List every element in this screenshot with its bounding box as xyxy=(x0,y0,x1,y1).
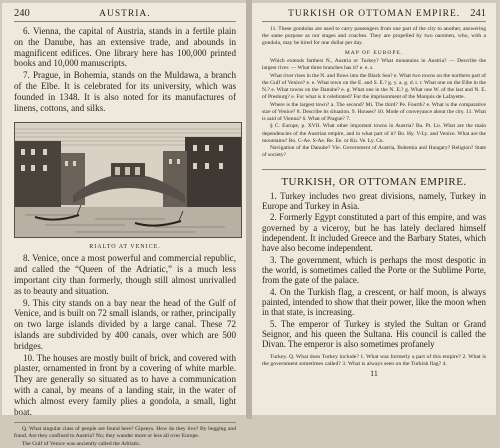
right-page xyxy=(252,3,496,415)
left-running-head: AUSTRIA. xyxy=(99,9,151,19)
section-title-turkey: TURKISH, OR OTTOMAN EMPIRE. xyxy=(262,169,486,188)
paragraph-prague: 7. Prague, in Bohemia, stands on the Muldawa, a branch of the Elbe. It is celebrated for its university, which was founded in 1348. It is also noted for its manufactures of linens, cottons, and silks. xyxy=(14,70,236,113)
paragraph-venice-islands: 9. This city stands on a bay near the head of the Gulf of Venice, and is built on 72 small islands, or rather, principally on two large islands divided by a large canal. These 72 islands are subdivided by 400 canals, over which are 500 bridges. xyxy=(14,297,236,351)
gipsey-question: Q. What singular class of people are found here? Gipseys. How do they live? By begging and fraud. Are they confined to Austria? No; they wander more or less all over Europe. xyxy=(14,426,236,440)
right-page-header xyxy=(262,8,486,22)
paragraph-turkey-divisions: 1. Turkey includes two great divisions, namely, Turkey in Europe and Turkey in Asia. xyxy=(262,190,486,211)
rialto-engraving xyxy=(14,122,242,238)
paragraph-gondolas: 11. These gondolas are used to carry passengers from one part of the city to another, answering the same purpose as our stages and coaches. They are propelled by two oarsmen, who, with a gondola, may be hired for one dollar per day. xyxy=(262,26,486,46)
paragraph-vienna: 6. Vienna, the capital of Austria, stands in a fertile plain on the Danube, has an extensive trade, and abounds in magnificent edifices. One library here has 100,000 printed books and 10,000 manuscripts. xyxy=(14,26,236,69)
paragraph-flag: 4. On the Turkish flag, a crescent, or half moon, is always painted, intended to show that their power, like the moon when in that state, is increasing. xyxy=(262,286,486,318)
right-running-head: TURKISH OR OTTOMAN EMPIRE. xyxy=(288,9,461,19)
map-question: Navigation of the Danube? Vie. Government of Austria, Bohemia and Hungary? Religion? State of society? xyxy=(262,145,486,159)
map-question: Which extends farthest N., Austria or Turkey? What mountains in Austria? — Describe the largest river. — What three branches has it? e. e. s. xyxy=(262,58,486,72)
paragraph-venice-houses: 10. The houses are mostly built of brick, and covered with plaster, ornamented in front by a covering of white marble. They are generally so situated as to have a communication with a canal, by means of a landing stair, in the water of which almost every family plies a gondola, a small, light boat. xyxy=(14,352,236,417)
adriatic-note: The Gulf of Venice was anciently called the Adriatic. xyxy=(22,441,141,448)
paragraph-government: 3. The government, which is perhaps the most despotic in the world, is sometimes called the Porte or the Sublime Porte, from the gate of the palace. xyxy=(262,254,486,286)
map-question: What river rises in the N. and flows into the Black Sea? e. What two towns on the northern part of the Gulf of Venice? e. e. What town on the E. and S. E.? g. y. a. g. d. t. r. What one on the Elbe in the N.? e. What towns on the Danube? e. g. What one in the N. E.? g. What one W. of the last and N. E. of Presburg? e. For what is it celebrated? For the imprisonment of the Marquis de Lafayette. xyxy=(262,72,486,101)
signature-mark: 11 xyxy=(370,369,378,379)
engraving-caption: RIALTO AT VENICE. xyxy=(89,244,161,251)
left-page xyxy=(2,3,246,448)
map-question: Where is the largest town? a. The second? Mi. The third? Pe. Fourth? e. What is the comparative size of Venice? 8. Describe its situation. 9. Houses? 10. Mode of conveyance about the city. 11. What is said of Vienna? 6. What of Prague? 7. xyxy=(262,101,486,122)
paragraph-venice: 8. Venice, once a most powerful and commercial republic, and called the “Queen of the Adriatic,” is a much less important city than formerly, though still almost unrivalled as to beauty and situation. xyxy=(14,253,236,296)
paragraph-sultan: 5. The emperor of Turkey is styled the Sultan or Grand Seignor, and his queen the Sultana. His council is called the Divan. The emperor is also sometimes profanely xyxy=(262,318,486,350)
right-page-number: 241 xyxy=(470,8,486,19)
map-questions-title: MAP OF EUROPE. xyxy=(344,50,404,56)
left-page-header xyxy=(14,8,236,22)
map-question: § C. Europe, p. XVII. What other important towns in Austria? Ba. Pt. Ln. What are the main dependencies of the Austrian empire, and in what part of it? Bo. Hy. V-Ly. and Venice. What are the mountains? Bo. C-Ae. S-Ae. Re. Ee. or Kn. Ve. Ly. Cn. xyxy=(262,123,486,144)
left-page-number: 240 xyxy=(14,8,30,19)
turkey-questions: Turkey. Q. What does Turkey include? 1. What was formerly a part of this empire? 2. What is the government sometimes called? 3. What is always seen on the Turkish flag? 4. xyxy=(262,353,486,367)
left-page-notes xyxy=(14,422,236,448)
paragraph-egypt: 2. Formerly Egypt constituted a part of this empire, and was governed by a viceroy, but he has lately declared himself independent. It included Greece and the Barbary States, which have also become independent. xyxy=(262,212,486,254)
